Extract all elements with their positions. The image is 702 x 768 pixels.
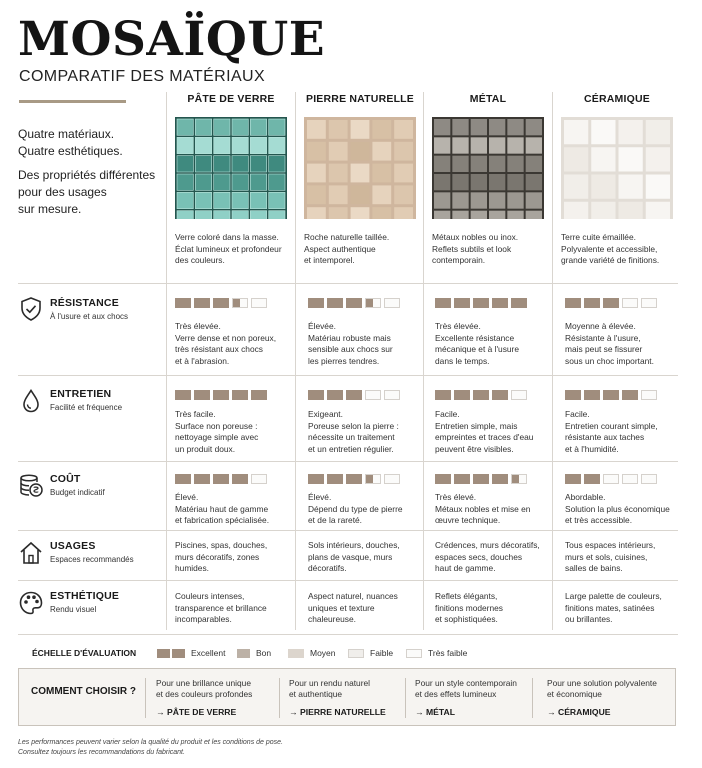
rating-segment	[511, 298, 527, 308]
rating-segment	[511, 390, 527, 400]
rating-segment	[492, 474, 508, 484]
rating-segment	[641, 474, 657, 484]
rating-segment	[565, 390, 581, 400]
palette-icon	[18, 590, 44, 616]
rating-segment	[194, 298, 210, 308]
how-to-choose-title: COMMENT CHOISIR ?	[31, 686, 136, 697]
rating-segment	[603, 390, 619, 400]
criterion-title: ENTRETIEN	[50, 388, 112, 400]
water-drop-icon	[18, 388, 44, 414]
legend-swatch	[172, 649, 185, 658]
rating-segment	[194, 474, 210, 484]
rating-bar	[435, 390, 527, 400]
rating-bar	[435, 298, 527, 308]
choose-divider	[405, 678, 406, 718]
choose-divider	[145, 678, 146, 718]
column-header-pierre-naturelle: PIERRE NATURELLE	[305, 93, 414, 105]
coins-icon	[18, 473, 44, 499]
criterion-subtitle: À l'usure et aux chocs	[50, 312, 129, 321]
rating-bar	[565, 390, 657, 400]
legend-moyen: Moyen	[288, 648, 336, 658]
rating-segment	[213, 298, 229, 308]
rating-segment	[622, 474, 638, 484]
rating-segment	[584, 390, 600, 400]
rating-segment	[346, 298, 362, 308]
rating-segment	[454, 298, 470, 308]
rating-segment	[565, 474, 581, 484]
material-description: Métaux nobles ou inox. Reflets subtils et look contemporain.	[432, 232, 519, 265]
rating-bar	[565, 474, 657, 484]
rating-segment	[365, 474, 381, 484]
footnote: Les performances peuvent varier selon la qualité du produit et les conditions de pose. Consultez toujours les recommandations du fabricant.	[18, 739, 283, 756]
rating-segment	[603, 298, 619, 308]
rating-segment	[327, 474, 343, 484]
ceramic-mosaic-image	[561, 117, 673, 219]
row-divider	[18, 283, 678, 284]
criterion-cell: Très élevée. Verre dense et non poreux, très résistant aux chocs et à l'abrasion.	[175, 321, 277, 366]
criterion-subtitle: Rendu visuel	[50, 605, 97, 614]
legend-swatch	[157, 649, 170, 658]
column-divider	[166, 92, 167, 630]
column-header-metal: MÉTAL	[469, 93, 507, 105]
criterion-cell: Abordable. Solution la plus économique et très accessible.	[565, 492, 670, 525]
criterion-cell: Très élevé. Métaux nobles et mise en œuvre technique.	[435, 492, 531, 525]
material-description: Roche naturelle taillée. Aspect authentique et intemporel.	[304, 232, 390, 265]
intro-line: pour des usages	[18, 185, 107, 199]
rating-segment	[584, 474, 600, 484]
choose-link-metal[interactable]: → MÉTAL	[415, 707, 455, 717]
rating-segment	[565, 298, 581, 308]
row-divider	[18, 580, 678, 581]
rating-segment	[194, 390, 210, 400]
choose-option-ceramique: Pour une solution polyvalente et économique → CÉRAMIQUE	[547, 678, 673, 717]
rating-segment	[232, 474, 248, 484]
choose-option-metal: Pour un style contemporain et des effets lumineux → MÉTAL	[415, 678, 541, 717]
choose-link-pierre-naturelle[interactable]: → PIERRE NATURELLE	[289, 707, 386, 717]
rating-segment	[492, 298, 508, 308]
criterion-cell: Exigeant. Poreuse selon la pierre : nécessite un traitement et un entretien régulier.	[308, 409, 399, 454]
criterion-cell: Tous espaces intérieurs, murs et sols, cuisines, salles de bains.	[565, 540, 656, 573]
rating-bar	[175, 390, 267, 400]
criterion-cell: Couleurs intenses, transparence et brillance incomparables.	[175, 591, 267, 624]
rating-segment	[603, 474, 619, 484]
rating-segment	[175, 390, 191, 400]
rating-segment	[327, 298, 343, 308]
column-header-pate-de-verre: PÂTE DE VERRE	[187, 93, 275, 105]
legend-swatch	[237, 649, 250, 658]
rating-segment	[641, 390, 657, 400]
criterion-cell: Moyenne à élevée. Résistante à l'usure, mais peut se fissurer sous un choc important.	[565, 321, 654, 366]
choose-link-pate-de-verre[interactable]: → PÂTE DE VERRE	[156, 707, 237, 717]
intro-line: Quatre esthétiques.	[18, 144, 123, 158]
row-divider	[18, 461, 678, 462]
rating-bar	[175, 474, 267, 484]
rating-segment	[454, 390, 470, 400]
accent-divider	[19, 100, 126, 103]
criterion-cell: Facile. Entretien courant simple, résistante aux taches et à l'humidité.	[565, 409, 658, 454]
rating-segment	[175, 474, 191, 484]
rating-segment	[213, 390, 229, 400]
rating-segment	[232, 390, 248, 400]
criterion-cell: Facile. Entretien simple, mais empreintes et traces d'eau peuvent être visibles.	[435, 409, 534, 454]
rating-bar	[308, 390, 400, 400]
legend-tres-faible: Très faible	[406, 648, 467, 658]
intro-line: Des propriétés différentes	[18, 168, 156, 182]
criterion-title: ESTHÉTIQUE	[50, 590, 120, 602]
scale-title: ÉCHELLE D'ÉVALUATION	[32, 648, 137, 658]
rating-bar	[175, 298, 267, 308]
rating-segment	[308, 298, 324, 308]
rating-segment	[435, 298, 451, 308]
criterion-title: USAGES	[50, 540, 96, 552]
material-description: Terre cuite émaillée. Polyvalente et accessible, grande variété de finitions.	[561, 232, 660, 265]
rating-segment	[251, 298, 267, 308]
rating-segment	[251, 390, 267, 400]
criterion-cell: Élevé. Dépend du type de pierre et de la rareté.	[308, 492, 403, 525]
criterion-cell: Sols intérieurs, douches, plans de vasque, murs décoratifs.	[308, 540, 400, 573]
glass-mosaic-image	[175, 117, 287, 219]
criterion-cell: Piscines, spas, douches, murs décoratifs, zones humides.	[175, 540, 268, 573]
rating-segment	[175, 298, 191, 308]
row-divider	[18, 375, 678, 376]
rating-segment	[346, 390, 362, 400]
column-header-ceramique: CÉRAMIQUE	[584, 93, 650, 105]
rating-segment	[384, 390, 400, 400]
criterion-cell: Aspect naturel, nuances uniques et texture chaleureuse.	[308, 591, 398, 624]
column-divider	[295, 92, 296, 630]
rating-segment	[435, 474, 451, 484]
legend-faible: Faible	[348, 648, 393, 658]
criterion-cell: Très facile. Surface non poreuse : nettoyage simple avec un produit doux.	[175, 409, 259, 454]
intro-line: Quatre matériaux.	[18, 127, 115, 141]
legend-excellent: Excellent	[157, 648, 226, 658]
rating-segment	[584, 298, 600, 308]
rating-segment	[511, 474, 527, 484]
criterion-subtitle: Budget indicatif	[50, 488, 105, 497]
how-to-choose-panel	[18, 668, 676, 726]
rating-bar	[308, 474, 400, 484]
legend-bon: Bon	[237, 648, 271, 658]
rating-segment	[346, 474, 362, 484]
criterion-subtitle: Facilité et fréquence	[50, 403, 123, 412]
criterion-title: RÉSISTANCE	[50, 297, 119, 309]
rating-segment	[641, 298, 657, 308]
page-subtitle: COMPARATIF DES MATÉRIAUX	[19, 68, 266, 85]
legend-swatch	[406, 649, 422, 658]
criterion-subtitle: Espaces recommandés	[50, 555, 134, 564]
rating-segment	[327, 390, 343, 400]
criterion-cell: Très élevée. Excellente résistance mécanique et à l'usure dans le temps.	[435, 321, 520, 366]
metal-mosaic-image	[432, 117, 544, 219]
choose-link-ceramique[interactable]: → CÉRAMIQUE	[547, 707, 611, 717]
rating-segment	[454, 474, 470, 484]
rating-segment	[251, 474, 267, 484]
choose-option-pierre-naturelle: Pour un rendu naturel et authentique → PIERRE NATURELLE	[289, 678, 415, 717]
rating-segment	[435, 390, 451, 400]
page-title: MOSAÏQUE	[18, 12, 326, 67]
stone-mosaic-image	[304, 117, 416, 219]
choose-option-pate-de-verre: Pour une brillance unique et des couleurs profondes → PÂTE DE VERRE	[156, 678, 282, 717]
rating-segment	[384, 474, 400, 484]
rating-segment	[308, 390, 324, 400]
material-description: Verre coloré dans la masse. Éclat lumineux et profondeur des couleurs.	[175, 232, 282, 265]
legend-swatch	[348, 649, 364, 658]
criterion-cell: Reflets élégants, finitions modernes et sophistiquées.	[435, 591, 503, 624]
choose-divider	[532, 678, 533, 718]
rating-segment	[473, 298, 489, 308]
rating-segment	[473, 474, 489, 484]
rating-segment	[384, 298, 400, 308]
rating-segment	[473, 390, 489, 400]
criterion-cell: Large palette de couleurs, finitions mates, satinées ou brillantes.	[565, 591, 662, 624]
row-divider	[18, 634, 678, 635]
choose-divider	[279, 678, 280, 718]
rating-segment	[365, 298, 381, 308]
rating-segment	[213, 474, 229, 484]
criterion-cell: Élevé. Matériau haut de gamme et fabrication spécialisée.	[175, 492, 270, 525]
rating-segment	[492, 390, 508, 400]
rating-bar	[435, 474, 527, 484]
shield-check-icon	[18, 296, 44, 322]
rating-segment	[622, 298, 638, 308]
rating-bar	[565, 298, 657, 308]
criterion-title: COÛT	[50, 473, 81, 485]
legend-swatch	[288, 649, 304, 658]
criterion-cell: Crédences, murs décoratifs, espaces secs, douches haut de gamme.	[435, 540, 540, 573]
rating-segment	[308, 474, 324, 484]
rating-bar	[308, 298, 400, 308]
rating-segment	[232, 298, 248, 308]
rating-segment	[622, 390, 638, 400]
criterion-cell: Élevée. Matériau robuste mais sensible aux chocs sur les pierres tendres.	[308, 321, 393, 366]
row-divider	[18, 530, 678, 531]
rating-segment	[365, 390, 381, 400]
house-icon	[18, 540, 44, 566]
intro-line: sur mesure.	[18, 202, 82, 216]
